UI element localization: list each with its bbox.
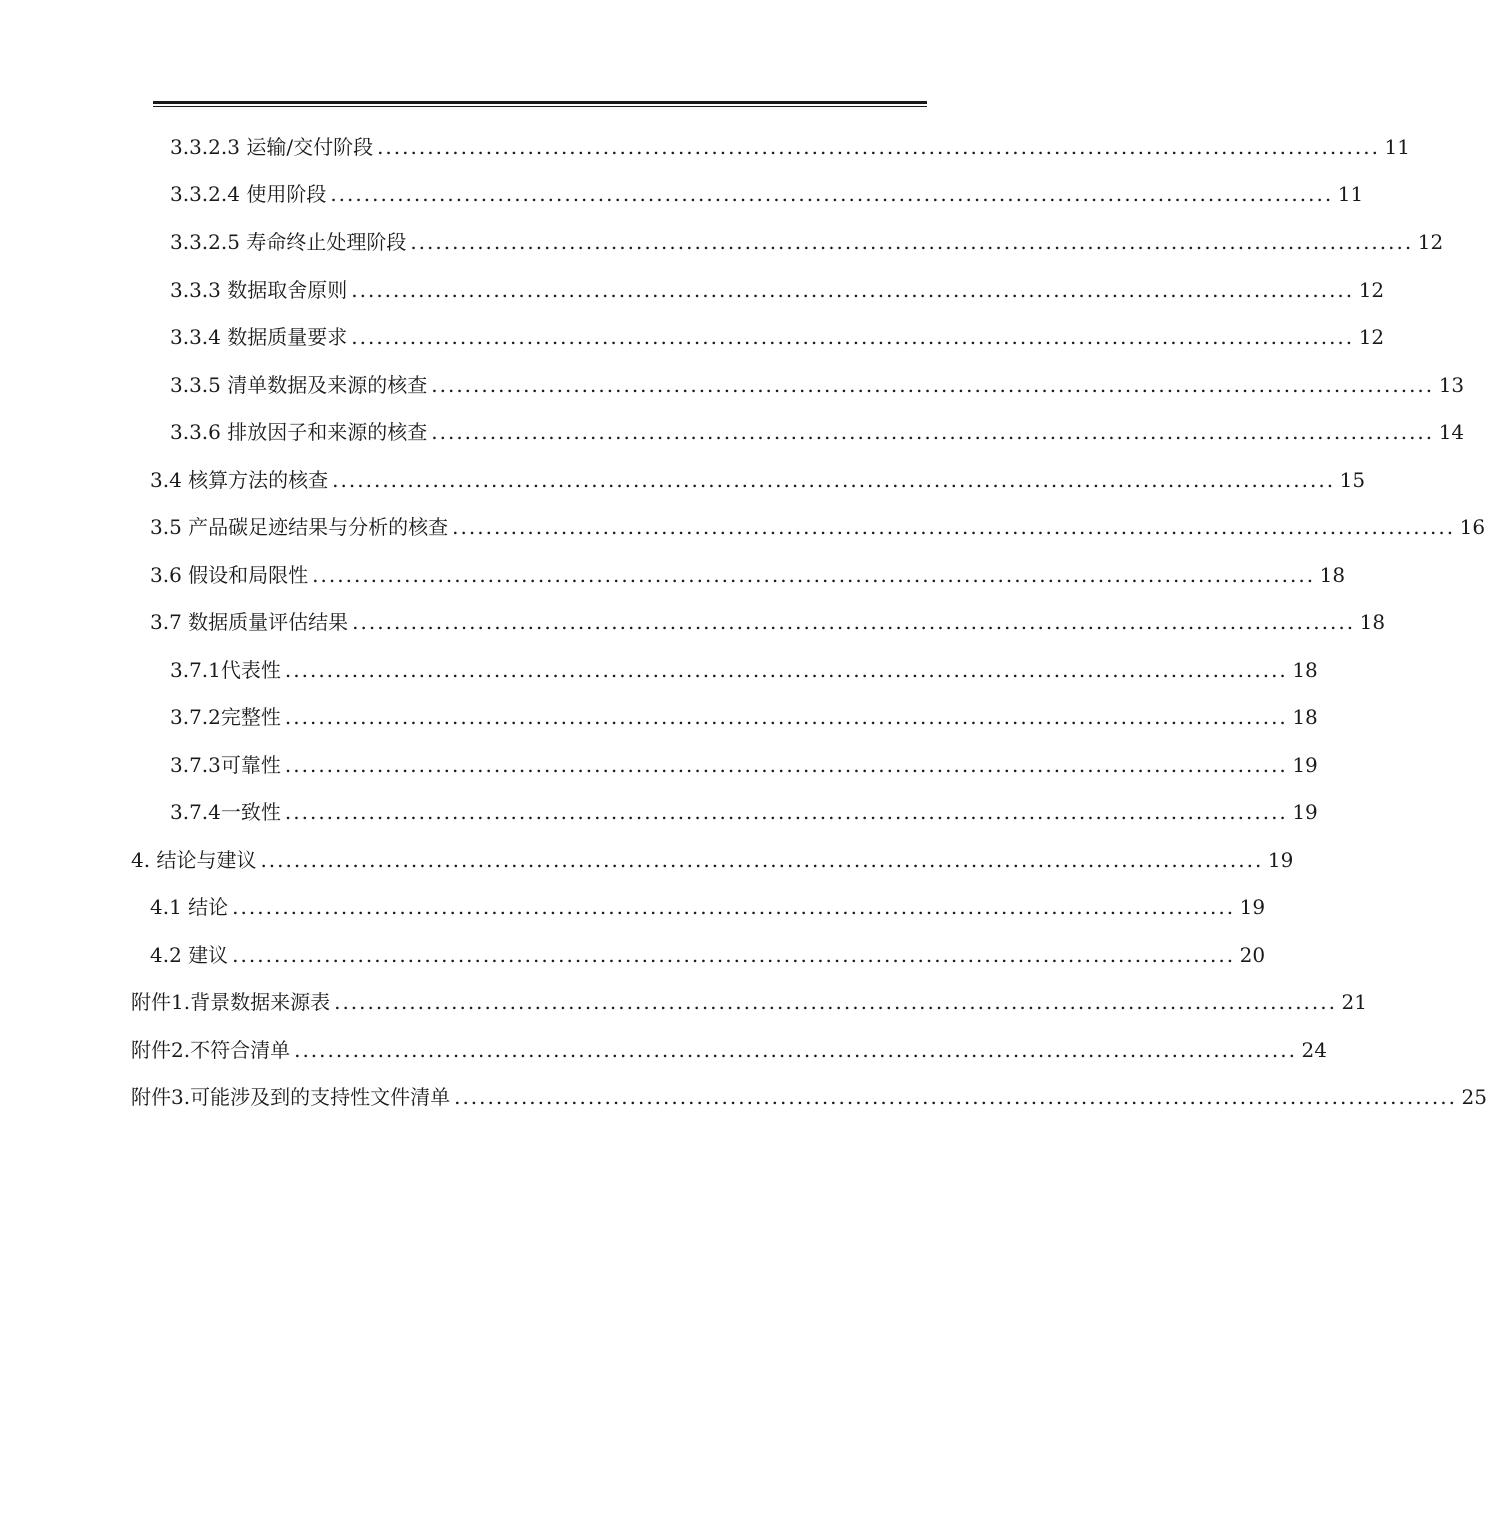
- toc-leader-dots: ........................................................................................................................: [454, 1085, 1457, 1109]
- toc-entry-label: 4. 结论与建议: [131, 848, 257, 872]
- toc-leader-dots: ........................................................................................................................: [284, 753, 1288, 777]
- toc-entry-label: 3.3.5 清单数据及来源的核查: [170, 373, 428, 397]
- toc-leader-dots: ........................................................................................................................: [351, 278, 1355, 302]
- toc-entry[interactable]: [170, 655, 1318, 685]
- toc-leader-dots: ........................................................................................................................: [431, 420, 1435, 444]
- toc-entry-page: 18: [1292, 658, 1318, 682]
- toc-entry-page: 18: [1359, 610, 1386, 634]
- toc-leader-dots: ........................................................................................................................: [284, 705, 1288, 729]
- toc-entry[interactable]: [170, 797, 1318, 827]
- toc-entry-label: 3.3.2.5 寿命终止处理阶段: [170, 230, 407, 254]
- toc-entry-page: 12: [1417, 230, 1444, 254]
- toc-entry-label: 4.1 结论: [150, 895, 229, 919]
- toc-entry-label: 3.7.2完整性: [170, 705, 281, 729]
- toc-leader-dots: ........................................................................................................................: [284, 800, 1288, 824]
- toc-entry-page: 12: [1358, 325, 1385, 349]
- toc-leader-dots: ........................................................................................................................: [332, 468, 1336, 492]
- toc-entry-label: 3.7.3可靠性: [170, 753, 281, 777]
- toc-entry[interactable]: [150, 560, 1346, 590]
- toc-entry-page: 25: [1461, 1085, 1487, 1109]
- toc-entry-label: 3.3.4 数据质量要求: [170, 325, 348, 349]
- toc-entry-label: 3.7.1代表性: [170, 658, 281, 682]
- toc-entry-page: 12: [1358, 278, 1385, 302]
- toc-leader-dots: ........................................................................................................................: [352, 610, 1356, 634]
- toc-entry-label: 附件3.可能涉及到的支持性文件清单: [131, 1085, 451, 1109]
- toc-entry-label: 3.3.6 排放因子和来源的核查: [170, 420, 428, 444]
- toc-entry-label: 4.2 建议: [150, 943, 229, 967]
- toc-leader-dots: ........................................................................................................................: [232, 943, 1236, 967]
- toc-leader-dots: ........................................................................................................................: [351, 325, 1355, 349]
- toc-entry-label: 3.3.2.4 使用阶段: [170, 182, 327, 206]
- toc-entry[interactable]: [131, 845, 1294, 875]
- toc-entry-page: 13: [1438, 373, 1465, 397]
- toc-leader-dots: ........................................................................................................................: [330, 182, 1334, 206]
- toc-leader-dots: ........................................................................................................................: [284, 658, 1288, 682]
- toc-entry-label: 3.3.2.3 运输/交付阶段: [170, 135, 374, 159]
- toc-entry[interactable]: [170, 322, 1385, 352]
- toc-entry-label: 3.6 假设和局限性: [150, 563, 309, 587]
- toc-entry-page: 11: [1337, 182, 1364, 206]
- toc-entry[interactable]: [150, 940, 1266, 970]
- toc-entry-page: 14: [1438, 420, 1465, 444]
- toc-entry[interactable]: [170, 750, 1318, 780]
- toc-leader-dots: ........................................................................................................................: [294, 1038, 1297, 1062]
- toc-leader-dots: ........................................................................................................................: [377, 135, 1380, 159]
- toc-leader-dots: ........................................................................................................................: [431, 373, 1435, 397]
- header-rule-thick: [153, 101, 927, 104]
- toc-leader-dots: ........................................................................................................................: [452, 515, 1456, 539]
- toc-entry-label: 3.7 数据质量评估结果: [150, 610, 349, 634]
- toc-entry[interactable]: [131, 1035, 1327, 1065]
- toc-entry-page: 19: [1292, 800, 1318, 824]
- toc-entry[interactable]: [170, 227, 1444, 257]
- toc-leader-dots: ........................................................................................................................: [260, 848, 1264, 872]
- toc-entry[interactable]: [150, 512, 1486, 542]
- toc-leader-dots: ........................................................................................................................: [312, 563, 1316, 587]
- toc-entry-page: 15: [1339, 468, 1366, 492]
- header-rule-thin: [153, 106, 927, 107]
- toc-entry-page: 19: [1292, 753, 1318, 777]
- toc-entry[interactable]: [150, 607, 1386, 637]
- toc-entry[interactable]: [150, 892, 1266, 922]
- toc-entry[interactable]: [131, 987, 1367, 1017]
- toc-entry[interactable]: [170, 132, 1410, 162]
- toc-entry-label: 3.3.3 数据取舍原则: [170, 278, 348, 302]
- toc-entry-page: 18: [1319, 563, 1346, 587]
- toc-entry-label: 附件1.背景数据来源表: [131, 990, 331, 1014]
- toc-entry-page: 18: [1292, 705, 1318, 729]
- toc-leader-dots: ........................................................................................................................: [410, 230, 1414, 254]
- toc-entry-page: 16: [1459, 515, 1486, 539]
- toc-entry-label: 3.7.4一致性: [170, 800, 281, 824]
- toc-entry-page: 24: [1301, 1038, 1327, 1062]
- toc-entry-label: 3.5 产品碳足迹结果与分析的核查: [150, 515, 449, 539]
- toc-entry[interactable]: [170, 370, 1465, 400]
- toc-entry-page: 21: [1341, 990, 1367, 1014]
- toc-entry[interactable]: [131, 1082, 1487, 1112]
- toc-entry-page: 19: [1239, 895, 1266, 919]
- toc-leader-dots: ........................................................................................................................: [232, 895, 1236, 919]
- toc-entry[interactable]: [170, 275, 1385, 305]
- toc-entry-page: 11: [1384, 135, 1410, 159]
- toc-entry[interactable]: [170, 179, 1364, 209]
- toc-entry-label: 3.4 核算方法的核查: [150, 468, 329, 492]
- toc-entry-page: 20: [1239, 943, 1266, 967]
- toc-entry-label: 附件2.不符合清单: [131, 1038, 291, 1062]
- toc-leader-dots: ........................................................................................................................: [334, 990, 1337, 1014]
- toc-entry-page: 19: [1267, 848, 1294, 872]
- toc-entry[interactable]: [170, 702, 1318, 732]
- toc-entry[interactable]: [170, 417, 1465, 447]
- toc-entry[interactable]: [150, 465, 1366, 495]
